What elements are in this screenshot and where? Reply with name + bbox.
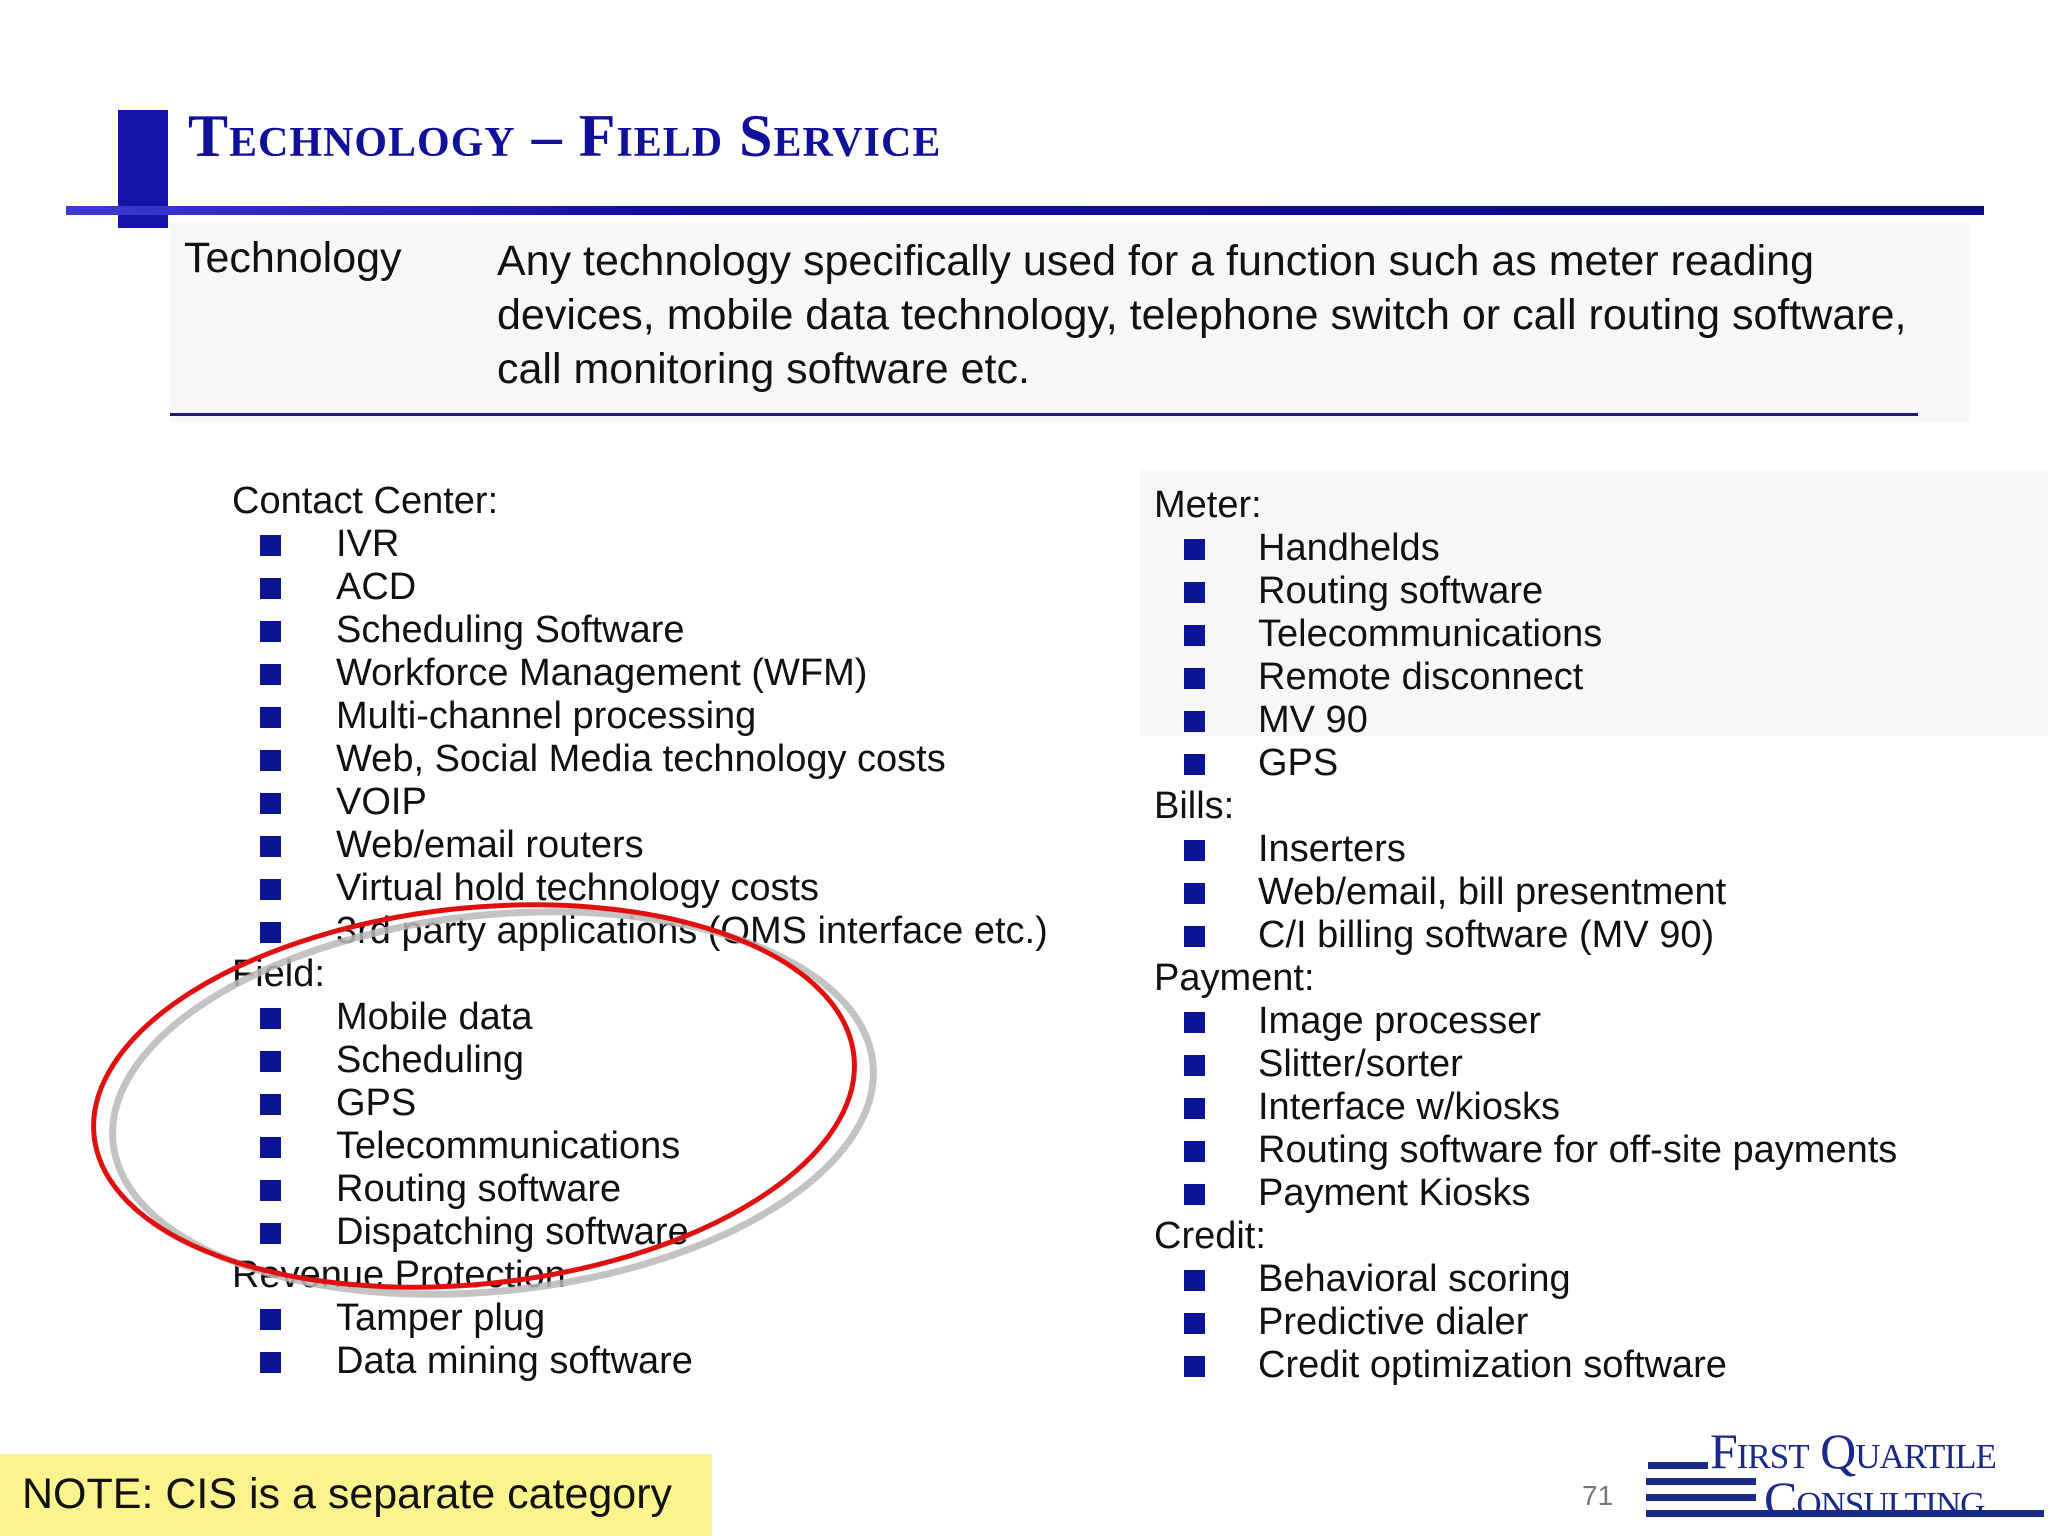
title-underline bbox=[66, 206, 1984, 215]
definition-term: Technology bbox=[184, 234, 402, 282]
list-item: Scheduling Software bbox=[232, 609, 566, 652]
list-item: Multi-channel processing bbox=[232, 695, 566, 738]
square-bullet-icon bbox=[260, 836, 281, 857]
square-bullet-icon bbox=[260, 1309, 281, 1330]
square-bullet-icon bbox=[1184, 1141, 1205, 1162]
square-bullet-icon bbox=[260, 922, 281, 943]
square-bullet-icon bbox=[260, 1137, 281, 1158]
list-item: C/I billing software (MV 90) bbox=[1154, 914, 1315, 957]
square-bullet-icon bbox=[1184, 1356, 1205, 1377]
square-bullet-icon bbox=[1184, 1270, 1205, 1291]
square-bullet-icon bbox=[1184, 1012, 1205, 1033]
section-heading-field: Field: bbox=[232, 953, 325, 995]
logo-text-line2: Consulting bbox=[1764, 1471, 1985, 1527]
square-bullet-icon bbox=[260, 1180, 281, 1201]
square-bullet-icon bbox=[1184, 625, 1205, 646]
list-item: Web, Social Media technology costs bbox=[232, 738, 566, 781]
list-item: GPS bbox=[1154, 742, 1315, 785]
square-bullet-icon bbox=[260, 621, 281, 642]
square-bullet-icon bbox=[1184, 1313, 1205, 1334]
square-bullet-icon bbox=[1184, 582, 1205, 603]
square-bullet-icon bbox=[1184, 926, 1205, 947]
definition-divider bbox=[170, 413, 1918, 416]
left-column-list bbox=[232, 480, 1048, 1383]
list-item: Web/email, bill presentment bbox=[1154, 871, 1315, 914]
list-item: Slitter/sorter bbox=[1154, 1043, 1315, 1086]
definition-text: Any technology specifically used for a function such as meter reading devices, mobile data technology, telephone switch or call routing software, call monitoring software etc. bbox=[497, 237, 1907, 393]
list-item: Image processer bbox=[1154, 1000, 1315, 1043]
list-item: Routing software for off-site payments bbox=[1154, 1129, 1315, 1172]
list-item: Mobile data bbox=[232, 996, 566, 1039]
note-text: NOTE: CIS is a separate category bbox=[22, 1470, 673, 1518]
list-item: IVR bbox=[232, 523, 566, 566]
list-item: Dispatching software bbox=[232, 1211, 566, 1254]
list-item: Remote disconnect bbox=[1154, 656, 1315, 699]
square-bullet-icon bbox=[1184, 1055, 1205, 1076]
square-bullet-icon bbox=[260, 1094, 281, 1115]
slide-title: Technology – Field Service bbox=[188, 103, 942, 169]
square-bullet-icon bbox=[1184, 754, 1205, 775]
list-item: Handhelds bbox=[1154, 527, 1315, 570]
square-bullet-icon bbox=[260, 535, 281, 556]
logo-text-line1: First Quartile bbox=[1710, 1423, 1996, 1479]
list-item: ACD bbox=[232, 566, 566, 609]
section-heading-payment: Payment: bbox=[1154, 957, 1315, 999]
list-item: Routing software bbox=[232, 1168, 566, 1211]
list-item: Inserters bbox=[1154, 828, 1315, 871]
square-bullet-icon bbox=[1184, 1184, 1205, 1205]
list-item: Telecommunications bbox=[232, 1125, 566, 1168]
list-item: Scheduling bbox=[232, 1039, 566, 1082]
square-bullet-icon bbox=[260, 1352, 281, 1373]
list-item: Credit optimization software bbox=[1154, 1344, 1315, 1387]
list-item: 3rd party applications (OMS interface etc.) bbox=[232, 910, 566, 953]
square-bullet-icon bbox=[260, 1223, 281, 1244]
square-bullet-icon bbox=[1184, 668, 1205, 689]
square-bullet-icon bbox=[260, 578, 281, 599]
square-bullet-icon bbox=[260, 664, 281, 685]
list-item: Behavioral scoring bbox=[1154, 1258, 1315, 1301]
square-bullet-icon bbox=[260, 750, 281, 771]
square-bullet-icon bbox=[260, 1008, 281, 1029]
square-bullet-icon bbox=[1184, 711, 1205, 732]
section-heading-revenue-protection: Revenue Protection bbox=[232, 1254, 566, 1296]
square-bullet-icon bbox=[260, 1051, 281, 1072]
square-bullet-icon bbox=[1184, 1098, 1205, 1119]
list-item: Payment Kiosks bbox=[1154, 1172, 1315, 1215]
square-bullet-icon bbox=[1184, 840, 1205, 861]
square-bullet-icon bbox=[260, 793, 281, 814]
list-item: MV 90 bbox=[1154, 699, 1315, 742]
section-heading-contact-center: Contact Center: bbox=[232, 480, 499, 522]
list-item: Tamper plug bbox=[232, 1297, 566, 1340]
list-item: Virtual hold technology costs bbox=[232, 867, 566, 910]
square-bullet-icon bbox=[260, 879, 281, 900]
page-number: 71 bbox=[1582, 1480, 1614, 1511]
list-item: GPS bbox=[232, 1082, 566, 1125]
list-item: Predictive dialer bbox=[1154, 1301, 1315, 1344]
square-bullet-icon bbox=[260, 707, 281, 728]
list-item: Interface w/kiosks bbox=[1154, 1086, 1315, 1129]
list-item: Workforce Management (WFM) bbox=[232, 652, 566, 695]
list-item: Routing software bbox=[1154, 570, 1315, 613]
list-item: Telecommunications bbox=[1154, 613, 1315, 656]
list-item: Data mining software bbox=[232, 1340, 566, 1383]
square-bullet-icon bbox=[1184, 883, 1205, 904]
section-heading-bills: Bills: bbox=[1154, 785, 1235, 827]
list-item: Web/email routers bbox=[232, 824, 566, 867]
section-heading-meter: Meter: bbox=[1154, 484, 1262, 526]
list-item: VOIP bbox=[232, 781, 566, 824]
right-column-list bbox=[1154, 484, 1898, 1387]
section-heading-credit: Credit: bbox=[1154, 1215, 1266, 1257]
square-bullet-icon bbox=[1184, 539, 1205, 560]
